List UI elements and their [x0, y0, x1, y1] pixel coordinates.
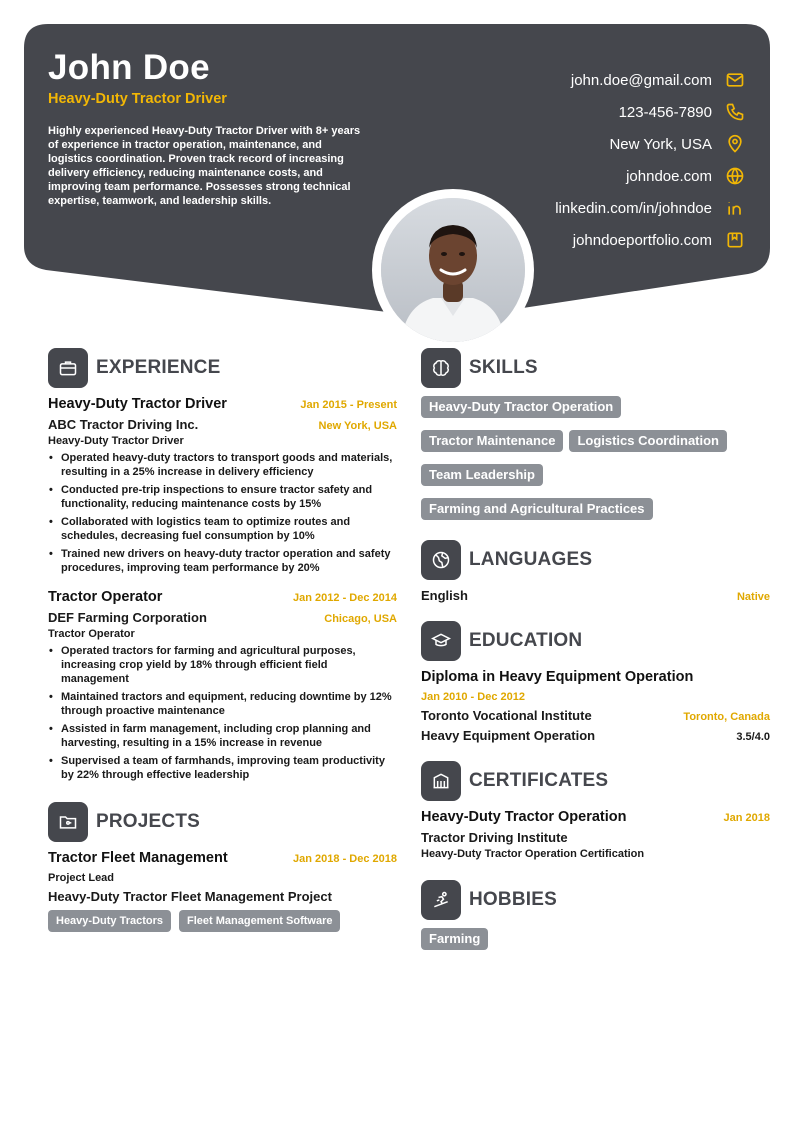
phone-icon	[724, 101, 746, 123]
hobbies-section	[421, 880, 770, 950]
graduation-cap-icon	[421, 621, 461, 661]
company-name: ABC Tractor Driving Inc.	[48, 417, 199, 432]
skills-title: SKILLS	[469, 357, 538, 378]
skill-tag: Team Leadership	[421, 464, 543, 486]
bullet-item: • Maintained tractors and equipment, reducing downtime by 12% through proactive maintenance	[48, 690, 397, 718]
job-bullets	[48, 644, 397, 782]
education-heading	[421, 621, 770, 661]
job-bullets	[48, 451, 397, 575]
right-column	[421, 348, 770, 950]
education-section	[421, 621, 770, 743]
job-role: Heavy-Duty Tractor Driver	[48, 435, 184, 447]
portfolio-icon	[724, 229, 746, 251]
skill-tag: Farming and Agricultural Practices	[421, 498, 653, 520]
project-tag: Fleet Management Software	[179, 910, 340, 932]
entry-header-row	[48, 589, 397, 605]
contact-linkedin-text[interactable]: linkedin.com/in/johndoe	[555, 199, 712, 217]
hobbies-title: HOBBIES	[469, 889, 557, 910]
contact-phone[interactable]	[426, 96, 746, 128]
experience-heading	[48, 348, 397, 388]
skill-tag: Tractor Maintenance	[421, 430, 563, 452]
experience-section	[48, 348, 397, 782]
projects-section	[48, 802, 397, 932]
brain-icon	[421, 348, 461, 388]
skills-heading	[421, 348, 770, 388]
institution-icon	[421, 761, 461, 801]
languages-heading	[421, 540, 770, 580]
experience-entry	[48, 396, 397, 575]
project-tags	[48, 910, 397, 932]
location-pin-icon	[724, 133, 746, 155]
language-globe-icon	[421, 540, 461, 580]
school-name: Toronto Vocational Institute	[421, 708, 592, 723]
contact-website[interactable]	[426, 160, 746, 192]
hobbies-heading	[421, 880, 770, 920]
experience-title: EXPERIENCE	[96, 357, 221, 378]
projects-heading	[48, 802, 397, 842]
bullet-item: • Assisted in farm management, including crop planning and harvesting, resulting in a 15% increase in revenue	[48, 722, 397, 750]
job-date: Jan 2012 - Dec 2014	[293, 592, 397, 604]
company-location: Chicago, USA	[324, 613, 397, 625]
degree-title: Diploma in Heavy Equipment Operation	[421, 669, 694, 685]
project-entry	[48, 850, 397, 932]
bullet-item: • Conducted pre-trip inspections to ensure tractor safety and functionality, reducing maintenance costs by 15%	[48, 483, 397, 511]
skill-tag: Logistics Coordination	[569, 430, 727, 452]
skills-section	[421, 348, 770, 520]
job-date: Jan 2015 - Present	[300, 399, 397, 411]
contact-location-text: New York, USA	[609, 135, 712, 153]
hobby-tags	[421, 928, 770, 950]
candidate-name: John Doe	[48, 48, 210, 87]
skill-tags	[421, 396, 761, 520]
profile-summary: Highly experienced Heavy-Duty Tractor Driver with 8+ years of experience in tractor operation, maintenance, and logistics coordination. Proven track record of increasing delivery efficiency, reducing maintenance costs, and improving team performance. Possesses strong technical expertise, teamwork, and leadership skills.	[48, 125, 361, 207]
certificate-description: Heavy-Duty Tractor Operation Certification	[421, 848, 645, 860]
job-role: Tractor Operator	[48, 628, 135, 640]
bullet-item: • Collaborated with logistics team to optimize routes and schedules, decreasing fuel consumption by 10%	[48, 515, 397, 543]
certificates-title: CERTIFICATES	[469, 770, 609, 791]
school-location: Toronto, Canada	[683, 711, 770, 723]
language-name: English	[421, 588, 468, 603]
school-row	[421, 708, 770, 723]
certificate-issuer: Tractor Driving Institute	[421, 830, 568, 845]
contact-email[interactable]	[426, 64, 746, 96]
gpa-value: 3.5/4.0	[736, 731, 770, 743]
certificates-heading	[421, 761, 770, 801]
bullet-item: • Trained new drivers on heavy-duty tractor operation and safety procedures, improving team performance by 20%	[48, 547, 397, 575]
education-title: EDUCATION	[469, 630, 583, 651]
bullet-item: • Supervised a team of farmhands, improving team productivity by 22% through effective leadership	[48, 754, 397, 782]
project-header-row	[48, 850, 397, 866]
bullet-item: • Operated tractors for farming and agricultural purposes, increasing crop yield by 18% through efficient field management	[48, 644, 397, 686]
certificate-header-row	[421, 809, 770, 825]
certificate-title: Heavy-Duty Tractor Operation	[421, 809, 627, 825]
contact-location	[426, 128, 746, 160]
globe-icon	[724, 165, 746, 187]
job-title: Heavy-Duty Tractor Driver	[48, 396, 227, 412]
entry-org-row	[48, 610, 397, 625]
job-title: Heavy-Duty Tractor Driver	[48, 91, 227, 107]
contact-portfolio-text[interactable]: johndoeportfolio.com	[572, 231, 712, 249]
entry-header-row	[48, 396, 397, 412]
project-tag: Heavy-Duty Tractors	[48, 910, 171, 932]
project-title: Tractor Fleet Management	[48, 850, 228, 866]
contact-phone-text[interactable]: 123-456-7890	[618, 103, 712, 121]
skill-tag: Heavy-Duty Tractor Operation	[421, 396, 621, 418]
project-role: Project Lead	[48, 872, 115, 884]
project-date: Jan 2018 - Dec 2018	[293, 853, 397, 865]
company-name: DEF Farming Corporation	[48, 610, 207, 625]
linkedin-icon	[724, 197, 746, 219]
folder-icon	[48, 802, 88, 842]
language-level: Native	[736, 591, 770, 603]
education-date: Jan 2010 - Dec 2012	[421, 691, 525, 703]
field-row	[421, 728, 770, 743]
certificate-date: Jan 2018	[723, 812, 770, 824]
briefcase-icon	[48, 348, 88, 388]
left-column	[48, 348, 397, 932]
entry-org-row	[48, 417, 397, 432]
contact-email-text[interactable]: john.doe@gmail.com	[570, 71, 712, 89]
projects-title: PROJECTS	[96, 811, 201, 832]
hobby-tag: Farming	[421, 928, 488, 950]
mail-icon	[724, 69, 746, 91]
skiing-icon	[421, 880, 461, 920]
languages-title: LANGUAGES	[469, 549, 593, 570]
bullet-item: • Operated heavy-duty tractors to transport goods and materials, resulting in a 25% increase in delivery efficiency	[48, 451, 397, 479]
experience-entry	[48, 589, 397, 782]
certificates-section	[421, 761, 770, 860]
field-of-study: Heavy Equipment Operation	[421, 728, 596, 743]
company-location: New York, USA	[318, 420, 397, 432]
job-title: Tractor Operator	[48, 589, 163, 605]
project-subtitle: Heavy-Duty Tractor Fleet Management Project	[48, 889, 332, 904]
language-row	[421, 588, 770, 603]
languages-section	[421, 540, 770, 603]
contact-website-text[interactable]: johndoe.com	[626, 167, 712, 185]
profile-photo	[381, 198, 525, 342]
